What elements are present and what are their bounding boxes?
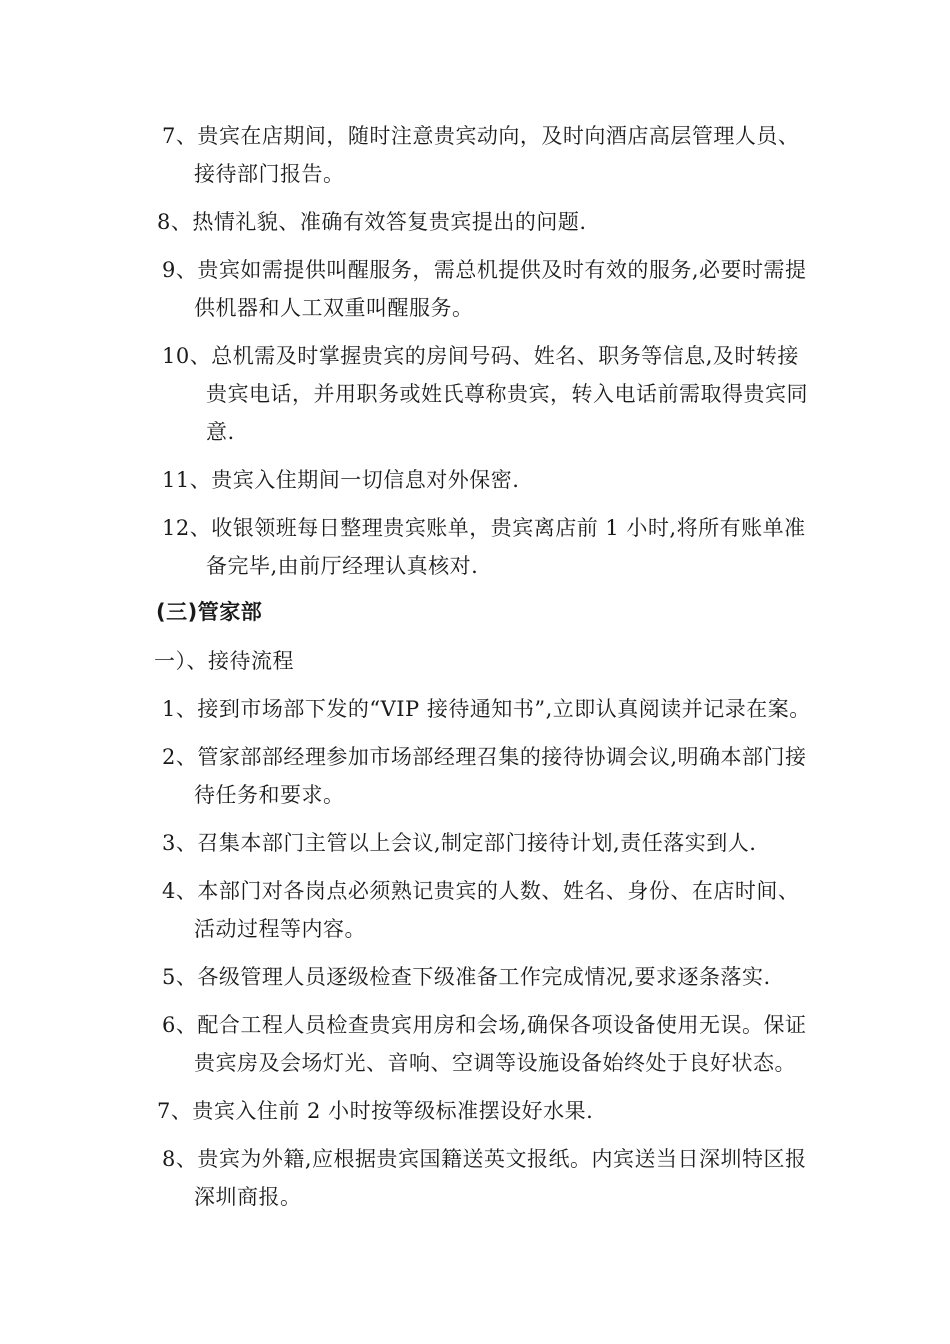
item-line: 7、贵宾在店期间，随时注意贵宾动向，及时向酒店高层管理人员、 <box>162 124 800 148</box>
item-line: 2、管家部部经理参加市场部经理召集的接待协调会议,明确本部门接 <box>162 745 807 769</box>
item-line: 3、召集本部门主管以上会议,制定部门接待计划,责任落实到人. <box>162 831 757 855</box>
item-line: 待任务和要求。 <box>194 783 345 807</box>
item-line: 4、本部门对各岗点必须熟记贵宾的人数、姓名、身份、在店时间、 <box>162 879 800 903</box>
item-line: 备完毕,由前厅经理认真核对. <box>206 554 479 578</box>
item-line: 供机器和人工双重叫醒服务。 <box>194 296 474 320</box>
item-line: 8、热情礼貌、准确有效答复贵宾提出的问题. <box>157 210 587 234</box>
item-line: 10、总机需及时掌握贵宾的房间号码、姓名、职务等信息,及时转接 <box>162 344 799 368</box>
item-line: 11、贵宾入住期间一切信息对外保密. <box>162 468 520 492</box>
item-line: 贵宾房及会场灯光、音响、空调等设施设备始终处于良好状态。 <box>194 1051 796 1075</box>
item-line: 6、配合工程人员检查贵宾用房和会场,确保各项设备使用无误。保证 <box>162 1013 807 1037</box>
item-line: 1、接到市场部下发的“VIP 接待通知书”,立即认真阅读并记录在案。 <box>162 697 811 721</box>
item-line: 8、贵宾为外籍,应根据贵宾国籍送英文报纸。内宾送当日深圳特区报 <box>162 1147 807 1171</box>
item-line: 意. <box>206 420 235 444</box>
item-line: 接待部门报告。 <box>194 162 345 186</box>
subsection-heading: 一）、接待流程 <box>154 649 294 673</box>
item-line: 12、收银领班每日整理贵宾账单，贵宾离店前 1 小时,将所有账单准 <box>162 516 806 540</box>
item-line: 深圳商报。 <box>194 1185 302 1209</box>
item-line: 5、各级管理人员逐级检查下级准备工作完成情况,要求逐条落实. <box>162 965 771 989</box>
item-line: 7、贵宾入住前 2 小时按等级标准摆设好水果. <box>157 1099 594 1123</box>
item-line: 活动过程等内容。 <box>194 917 366 941</box>
item-line: 9、贵宾如需提供叫醒服务，需总机提供及时有效的服务,必要时需提 <box>162 258 807 282</box>
section-heading: (三)管家部 <box>156 600 263 624</box>
item-line: 贵宾电话，并用职务或姓氏尊称贵宾，转入电话前需取得贵宾同 <box>206 382 808 406</box>
